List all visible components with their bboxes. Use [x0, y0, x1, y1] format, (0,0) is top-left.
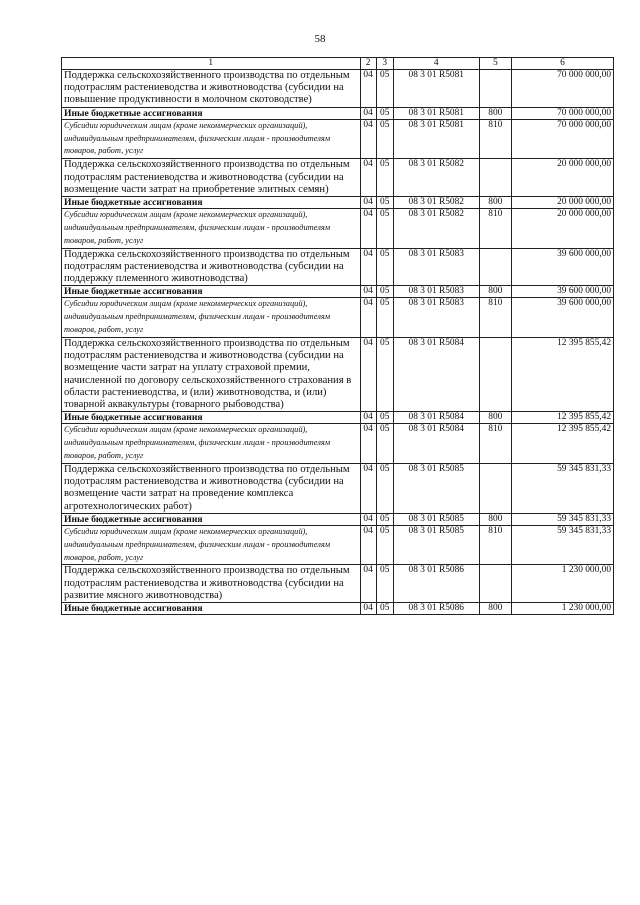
row-amount-cell: 39 600 000,00 — [511, 248, 613, 286]
table-row — [62, 286, 614, 298]
row-kind-cell: 800 — [479, 412, 511, 424]
row-code-cell: 08 3 01 R5082 — [393, 159, 479, 197]
row-subsection-cell: 05 — [376, 107, 393, 119]
row-name-cell: Иные бюджетные ассигнования — [62, 286, 361, 298]
row-subsection-cell: 05 — [376, 463, 393, 513]
table-row — [62, 159, 614, 197]
row-name-cell: Поддержка сельскохозяйственного производства по отдельным подотраслям растениеводства и животноводства (субсидии на поддержку племенного животноводства) — [62, 248, 361, 286]
header-cell-section: 2 — [360, 58, 376, 70]
row-subsection-cell: 05 — [376, 603, 393, 615]
row-section-cell: 04 — [360, 196, 376, 208]
row-subsection-cell: 05 — [376, 208, 393, 248]
budget-table — [61, 57, 614, 615]
row-kind-cell: 800 — [479, 603, 511, 615]
row-kind-cell: 800 — [479, 196, 511, 208]
row-section-cell: 04 — [360, 603, 376, 615]
row-kind-cell — [479, 337, 511, 411]
row-code-cell: 08 3 01 R5084 — [393, 337, 479, 411]
row-amount-cell: 70 000 000,00 — [511, 119, 613, 159]
row-code-cell: 08 3 01 R5085 — [393, 513, 479, 525]
row-kind-cell: 810 — [479, 424, 511, 464]
table-row — [62, 565, 614, 603]
row-code-cell: 08 3 01 R5081 — [393, 119, 479, 159]
row-name-cell: Иные бюджетные ассигнования — [62, 603, 361, 615]
row-amount-cell: 20 000 000,00 — [511, 196, 613, 208]
row-kind-cell: 810 — [479, 525, 511, 565]
row-section-cell: 04 — [360, 286, 376, 298]
row-section-cell: 04 — [360, 337, 376, 411]
header-row — [62, 58, 614, 70]
table-row — [62, 196, 614, 208]
row-section-cell: 04 — [360, 208, 376, 248]
row-kind-cell: 800 — [479, 286, 511, 298]
row-section-cell: 04 — [360, 525, 376, 565]
table-row — [62, 298, 614, 338]
row-subsection-cell: 05 — [376, 337, 393, 411]
row-section-cell: 04 — [360, 298, 376, 338]
row-name-cell: Поддержка сельскохозяйственного производства по отдельным подотраслям растениеводства и животноводства (субсидии на возмещение части затрат на приобретение элитных семян) — [62, 159, 361, 197]
row-code-cell: 08 3 01 R5083 — [393, 298, 479, 338]
row-amount-cell: 1 230 000,00 — [511, 565, 613, 603]
row-section-cell: 04 — [360, 70, 376, 108]
table-row — [62, 525, 614, 565]
row-section-cell: 04 — [360, 412, 376, 424]
row-code-cell: 08 3 01 R5085 — [393, 525, 479, 565]
row-name-cell: Поддержка сельскохозяйственного производства по отдельным подотраслям растениеводства и животноводства (субсидии на возмещение части затрат на проведение комплекса агротехнологических работ) — [62, 463, 361, 513]
row-subsection-cell: 05 — [376, 412, 393, 424]
row-amount-cell: 12 395 855,42 — [511, 424, 613, 464]
row-name-cell: Иные бюджетные ассигнования — [62, 513, 361, 525]
row-kind-cell: 810 — [479, 298, 511, 338]
row-code-cell: 08 3 01 R5082 — [393, 208, 479, 248]
row-kind-cell — [479, 159, 511, 197]
row-section-cell: 04 — [360, 159, 376, 197]
table-row — [62, 208, 614, 248]
row-kind-cell: 810 — [479, 208, 511, 248]
row-amount-cell: 59 345 831,33 — [511, 463, 613, 513]
row-kind-cell: 810 — [479, 119, 511, 159]
row-subsection-cell: 05 — [376, 424, 393, 464]
row-name-cell: Поддержка сельскохозяйственного производства по отдельным подотраслям растениеводства и животноводства (субсидии на возмещение части затрат на уплату страховой премии, начисленной по договору сельскохозяйственного страхования в области растениеводства, и (или) животноводства, и (или) товарной аквакультуры (товарного рыбоводства) — [62, 337, 361, 411]
table-body — [62, 70, 614, 615]
row-code-cell: 08 3 01 R5085 — [393, 463, 479, 513]
row-code-cell: 08 3 01 R5081 — [393, 70, 479, 108]
row-section-cell: 04 — [360, 463, 376, 513]
row-amount-cell: 59 345 831,33 — [511, 525, 613, 565]
row-code-cell: 08 3 01 R5084 — [393, 412, 479, 424]
row-amount-cell: 12 395 855,42 — [511, 337, 613, 411]
row-subsection-cell: 05 — [376, 119, 393, 159]
header-cell-code: 4 — [393, 58, 479, 70]
row-name-cell: Поддержка сельскохозяйственного производства по отдельным подотраслям растениеводства и животноводства (субсидии на повышение продуктивности в молочном скотоводстве) — [62, 70, 361, 108]
row-section-cell: 04 — [360, 565, 376, 603]
row-amount-cell: 1 230 000,00 — [511, 603, 613, 615]
row-amount-cell: 70 000 000,00 — [511, 70, 613, 108]
row-amount-cell: 59 345 831,33 — [511, 513, 613, 525]
header-cell-name: 1 — [62, 58, 361, 70]
page-number: 58 — [314, 33, 326, 45]
row-section-cell: 04 — [360, 107, 376, 119]
row-subsection-cell: 05 — [376, 196, 393, 208]
row-section-cell: 04 — [360, 424, 376, 464]
row-subsection-cell: 05 — [376, 565, 393, 603]
row-amount-cell: 12 395 855,42 — [511, 412, 613, 424]
table-row — [62, 603, 614, 615]
row-amount-cell: 20 000 000,00 — [511, 208, 613, 248]
table-row — [62, 337, 614, 411]
row-subsection-cell: 05 — [376, 248, 393, 286]
row-kind-cell — [479, 463, 511, 513]
row-kind-cell — [479, 565, 511, 603]
row-subsection-cell: 05 — [376, 298, 393, 338]
row-section-cell: 04 — [360, 248, 376, 286]
row-name-cell: Иные бюджетные ассигнования — [62, 412, 361, 424]
row-section-cell: 04 — [360, 513, 376, 525]
row-amount-cell: 70 000 000,00 — [511, 107, 613, 119]
header-cell-amount: 6 — [511, 58, 613, 70]
row-name-cell: Субсидии юридическим лицам (кроме некоммерческих организаций), индивидуальным предпринимателям, физическим лицам - производителям товаров, работ, услуг — [62, 525, 361, 565]
row-amount-cell: 39 600 000,00 — [511, 286, 613, 298]
row-kind-cell — [479, 248, 511, 286]
row-name-cell: Субсидии юридическим лицам (кроме некоммерческих организаций), индивидуальным предпринимателям, физическим лицам - производителям товаров, работ, услуг — [62, 298, 361, 338]
header-cell-subsection: 3 — [376, 58, 393, 70]
table-row — [62, 248, 614, 286]
table-row — [62, 70, 614, 108]
table-row — [62, 424, 614, 464]
row-code-cell: 08 3 01 R5086 — [393, 603, 479, 615]
row-name-cell: Субсидии юридическим лицам (кроме некоммерческих организаций), индивидуальным предпринимателям, физическим лицам - производителям товаров, работ, услуг — [62, 424, 361, 464]
row-amount-cell: 20 000 000,00 — [511, 159, 613, 197]
row-kind-cell: 800 — [479, 513, 511, 525]
row-name-cell: Поддержка сельскохозяйственного производства по отдельным подотраслям растениеводства и животноводства (субсидии на развитие мясного животноводства) — [62, 565, 361, 603]
row-subsection-cell: 05 — [376, 286, 393, 298]
table-row — [62, 463, 614, 513]
row-code-cell: 08 3 01 R5083 — [393, 286, 479, 298]
row-name-cell: Иные бюджетные ассигнования — [62, 196, 361, 208]
table-row — [62, 119, 614, 159]
table-row — [62, 412, 614, 424]
row-name-cell: Субсидии юридическим лицам (кроме некоммерческих организаций), индивидуальным предпринимателям, физическим лицам - производителям товаров, работ, услуг — [62, 208, 361, 248]
row-subsection-cell: 05 — [376, 70, 393, 108]
row-code-cell: 08 3 01 R5083 — [393, 248, 479, 286]
row-kind-cell — [479, 70, 511, 108]
row-section-cell: 04 — [360, 119, 376, 159]
table-row — [62, 513, 614, 525]
row-subsection-cell: 05 — [376, 513, 393, 525]
row-code-cell: 08 3 01 R5081 — [393, 107, 479, 119]
table-row — [62, 107, 614, 119]
row-subsection-cell: 05 — [376, 525, 393, 565]
row-amount-cell: 39 600 000,00 — [511, 298, 613, 338]
row-kind-cell: 800 — [479, 107, 511, 119]
row-name-cell: Иные бюджетные ассигнования — [62, 107, 361, 119]
row-code-cell: 08 3 01 R5084 — [393, 424, 479, 464]
header-cell-kind: 5 — [479, 58, 511, 70]
row-code-cell: 08 3 01 R5082 — [393, 196, 479, 208]
row-name-cell: Субсидии юридическим лицам (кроме некоммерческих организаций), индивидуальным предпринимателям, физическим лицам - производителям товаров, работ, услуг — [62, 119, 361, 159]
row-code-cell: 08 3 01 R5086 — [393, 565, 479, 603]
row-subsection-cell: 05 — [376, 159, 393, 197]
